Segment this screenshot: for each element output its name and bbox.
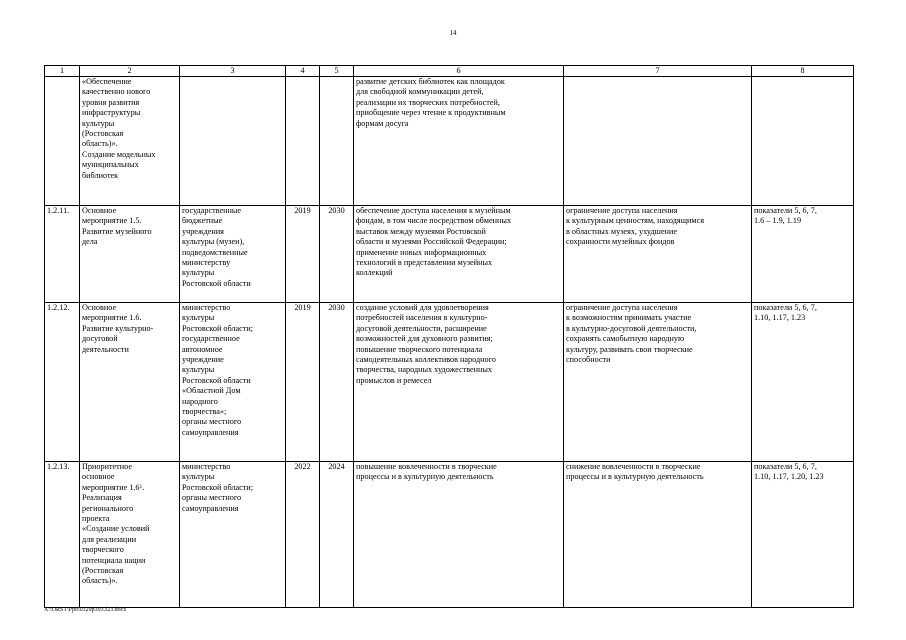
column-number: 6 <box>354 66 564 77</box>
text-line: процессы и в культурную деятельность <box>356 472 494 482</box>
text-line: деятельности <box>82 344 129 354</box>
text-line: народного <box>182 396 218 406</box>
text-line: культуру, развивать свои творческие <box>566 344 693 354</box>
text-line: Ростовской области <box>182 278 251 288</box>
text-line: органы местного <box>182 417 242 427</box>
text-line: повышение вовлеченности в творческие <box>356 462 497 471</box>
text-line: Приоритетное <box>82 462 132 471</box>
text-fragment: . <box>142 482 145 492</box>
text-line: мероприятие 1.5. <box>82 216 142 226</box>
consequences-cell <box>564 206 752 303</box>
text-line: культуры <box>82 118 115 128</box>
end-year-cell: 2024 <box>320 462 354 608</box>
text-line: приобщение через чтение к продуктивным <box>356 108 506 118</box>
text-line: формам досуга <box>356 118 409 128</box>
indicators-cell <box>752 77 854 206</box>
column-number: 1 <box>45 66 80 77</box>
measure-name-cell <box>80 206 180 303</box>
text-line: качественно нового <box>82 87 151 97</box>
text-line: самоуправления <box>182 503 239 513</box>
text-line: Основное <box>82 303 117 312</box>
text-line: технологий в представлении музейных <box>356 258 493 268</box>
start-year-cell: 2019 <box>286 303 320 462</box>
column-number-row <box>45 66 854 77</box>
text-line: досуговой <box>82 334 118 344</box>
text-line: область)». <box>82 139 118 149</box>
executor-cell <box>180 206 286 303</box>
text-line: творческого <box>82 545 124 555</box>
consequences-cell <box>564 462 752 608</box>
expected-result-cell <box>354 303 564 462</box>
text-line: создание условий для удовлетворения <box>356 303 489 312</box>
text-fragment: мероприятие 1.6 <box>82 482 140 492</box>
indicators-cell <box>752 462 854 608</box>
executor-cell <box>180 77 286 206</box>
indicators-cell <box>752 303 854 462</box>
text-line: самодеятельных коллективов народного <box>356 355 496 365</box>
measure-name-cell <box>80 303 180 462</box>
measures-table <box>44 65 854 608</box>
executor-cell <box>180 462 286 608</box>
text-line: бюджетные <box>182 216 223 226</box>
text-line: 1.10, 1.17, 1.23 <box>754 313 806 323</box>
text-line: показатели 5, 6, 7, <box>754 462 817 471</box>
text-line: промыслов и ремесел <box>356 375 432 385</box>
text-line: ограничение доступа населения <box>566 206 678 215</box>
text-line: способности <box>566 355 611 365</box>
text-line: Ростовской области <box>182 375 251 385</box>
text-line: досуговой деятельности, расширение <box>356 323 487 333</box>
text-line: Ростовской области; <box>182 482 254 492</box>
text-line: для свободной коммуникации детей, <box>356 87 484 97</box>
row-number-cell: 1.2.13. <box>45 462 80 608</box>
text-line: (Ростовская <box>82 566 124 576</box>
measure-name-cell <box>80 462 180 608</box>
text-line: проекта <box>82 514 110 524</box>
text-line: процессы и в культурную деятельность <box>566 472 704 482</box>
text-line: для реализации <box>82 534 137 544</box>
text-line: культуры <box>182 365 215 375</box>
column-number: 7 <box>564 66 752 77</box>
page-number: 14 <box>449 29 457 37</box>
executor-cell <box>180 303 286 462</box>
text-line: сохранности музейных фондов <box>566 237 675 247</box>
text-line: Основное <box>82 206 117 215</box>
text-line: творчества, народных художественных <box>356 365 493 375</box>
superscript: 1 <box>139 483 143 490</box>
text-line: Ростовской области; <box>182 323 254 333</box>
file-path-footer: X:\ORST\Ppo\0329p393.f23.docx <box>44 607 127 613</box>
text-line: (Ростовская <box>82 129 124 139</box>
text-line <box>82 483 177 493</box>
text-line: реализации их творческих потребностей, <box>356 97 500 107</box>
text-line: потребностей населения в культурно- <box>356 313 488 323</box>
end-year-cell <box>320 77 354 206</box>
start-year-cell <box>286 77 320 206</box>
column-number: 2 <box>80 66 180 77</box>
text-line: государственные <box>182 206 242 215</box>
consequences-cell <box>564 77 752 206</box>
table-row <box>45 303 854 462</box>
expected-result-cell <box>354 77 564 206</box>
text-line: органы местного <box>182 493 242 503</box>
text-line: подведомственные <box>182 247 248 257</box>
text-line: инфраструктуры <box>82 108 141 118</box>
expected-result-cell <box>354 462 564 608</box>
text-line: автономное <box>182 344 223 354</box>
row-number-cell <box>45 77 80 206</box>
text-line: Развитие музейного <box>82 226 152 236</box>
row-number-cell: 1.2.12. <box>45 303 80 462</box>
text-line: 1.10, 1.17, 1.20, 1.23 <box>754 472 824 482</box>
expected-result-cell <box>354 206 564 303</box>
text-line: культуры (музеи), <box>182 237 245 247</box>
text-line: фондам, в том числе посредством обменных <box>356 216 511 226</box>
text-line: область)». <box>82 576 118 586</box>
text-line: коллекций <box>356 268 393 278</box>
text-line: к возможностям принимать участие <box>566 313 692 323</box>
text-line: самоуправления <box>182 427 239 437</box>
table-row <box>45 77 854 206</box>
text-line: культуры <box>182 313 215 323</box>
consequences-cell <box>564 303 752 462</box>
text-line: мероприятие 1.6. <box>82 313 142 323</box>
text-line: Развитие культурно- <box>82 323 154 333</box>
text-line: обеспечение доступа населения к музейным <box>356 206 511 215</box>
end-year-cell: 2030 <box>320 303 354 462</box>
text-line: культуры <box>182 472 215 482</box>
text-line: выставок между музеями Ростовской <box>356 226 486 236</box>
text-line: в культурно-досуговой деятельности, <box>566 323 697 333</box>
text-line: муниципальных <box>82 160 139 170</box>
text-line: регионального <box>82 503 134 513</box>
text-line: возможностей для духовного развития; <box>356 334 493 344</box>
text-line: министерство <box>182 462 231 471</box>
text-line: библиотек <box>82 170 119 180</box>
row-number-cell: 1.2.11. <box>45 206 80 303</box>
text-line: министерству <box>182 258 231 268</box>
text-line: развитие детских библиотек как площадок <box>356 77 505 86</box>
text-line: уровня развития <box>82 97 140 107</box>
text-line: Реализация <box>82 493 122 503</box>
text-line: 1.6 – 1.9, 1.19 <box>754 216 802 226</box>
text-line: применение новых информационных <box>356 247 487 257</box>
text-line: ограничение доступа населения <box>566 303 678 312</box>
column-number: 3 <box>180 66 286 77</box>
text-line: снижение вовлеченности в творческие <box>566 462 701 471</box>
text-line: учреждения <box>182 226 224 236</box>
column-number: 5 <box>320 66 354 77</box>
table-row <box>45 462 854 608</box>
start-year-cell: 2022 <box>286 462 320 608</box>
text-line: «Обеспечение <box>82 77 132 86</box>
text-line: повышение творческого потенциала <box>356 344 483 354</box>
text-line: сохранять самобытную народную <box>566 334 685 344</box>
text-line: Создание модельных <box>82 149 156 159</box>
text-line: показатели 5, 6, 7, <box>754 303 817 312</box>
indicators-cell <box>752 206 854 303</box>
text-line: «Создание условий <box>82 524 150 534</box>
text-line: учреждение <box>182 355 224 365</box>
text-line: к культурным ценностям, находящимся <box>566 216 704 226</box>
text-line: министерство <box>182 303 231 312</box>
column-number: 8 <box>752 66 854 77</box>
text-line: государственное <box>182 334 240 344</box>
text-line: области и музеями Российской Федерации; <box>356 237 507 247</box>
text-line: культуры <box>182 268 215 278</box>
start-year-cell: 2019 <box>286 206 320 303</box>
text-line: «Областной Дом <box>182 386 241 396</box>
measure-name-cell <box>80 77 180 206</box>
text-line: дела <box>82 237 98 247</box>
column-number: 4 <box>286 66 320 77</box>
text-line: показатели 5, 6, 7, <box>754 206 817 215</box>
text-line: основное <box>82 472 115 482</box>
text-line: потенциала нации <box>82 555 146 565</box>
text-line: в областных музеях, ухудшение <box>566 226 677 236</box>
text-line: творчества»; <box>182 407 227 417</box>
table-row <box>45 206 854 303</box>
end-year-cell: 2030 <box>320 206 354 303</box>
